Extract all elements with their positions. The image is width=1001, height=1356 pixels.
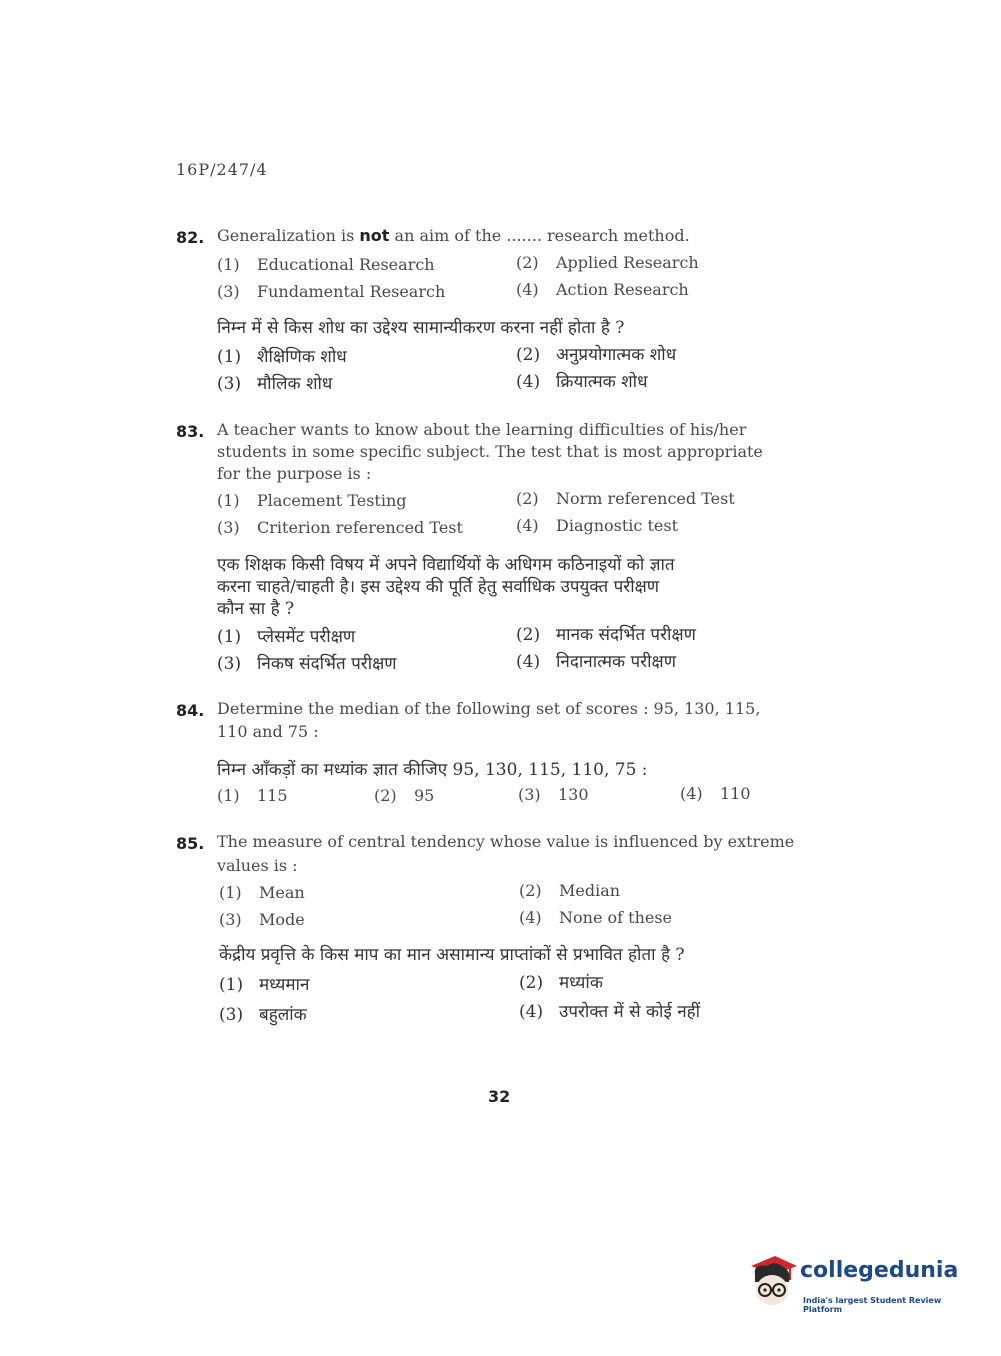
q82-option-4-hi: (4) क्रियात्मक शोध <box>516 372 648 392</box>
q82-option-3-en: (3) Fundamental Research <box>217 282 446 301</box>
q83-text-hi-line-2: करना चाहते/चाहती है। इस उद्देश्य की पूर्ति हेतु सर्वाधिक उपयुक्त परीक्षण <box>217 577 660 597</box>
q82-option-1-en: (1) Educational Research <box>217 255 435 274</box>
q82-option-2-hi: (2) अनुप्रयोगात्मक शोध <box>516 345 677 365</box>
q85-text-hi: केंद्रीय प्रवृत्ति के किस माप का मान असामान्य प्राप्तांकों से प्रभावित होता है ? <box>219 945 685 965</box>
q83-text-hi-line-1: एक शिक्षक किसी विषय में अपने विद्यार्थियों के अधिगम कठिनाइयों को ज्ञात <box>217 555 675 575</box>
q82-text-hi: निम्न में से किस शोध का उद्देश्य सामान्यीकरण करना नहीं होता है ? <box>217 318 625 338</box>
q84-text-en-line-1: Determine the median of the following set of scores : 95, 130, 115, <box>217 699 761 718</box>
q82-text-en <box>217 226 690 245</box>
q85-option-3-hi: (3) बहुलांक <box>219 1005 307 1025</box>
q83-option-4-hi: (4) निदानात्मक परीक्षण <box>516 652 677 672</box>
q83-option-1-hi: (1) प्लेसमेंट परीक्षण <box>217 627 356 647</box>
q83-option-4-en: (4) Diagnostic test <box>516 516 679 535</box>
q85-text-en-line-1: The measure of central tendency whose value is influenced by extreme <box>217 832 795 851</box>
q83-text-en-line-3: for the purpose is : <box>217 464 372 483</box>
q84-option-2: (2) 95 <box>374 786 435 805</box>
q83-option-3-hi: (3) निकष संदर्भित परीक्षण <box>217 654 397 674</box>
q82-option-1-hi: (1) शैक्षिणिक शोध <box>217 347 347 367</box>
q85-option-4-hi: (4) उपरोक्त में से कोई नहीं <box>519 1002 701 1022</box>
page-number: 32 <box>488 1087 511 1106</box>
q85-option-2-en: (2) Median <box>519 881 621 900</box>
q82-text-before: Generalization is <box>217 226 360 245</box>
question-number-85: 85. <box>176 834 205 853</box>
q84-option-4: (4) 110 <box>680 784 751 803</box>
q82-option-3-hi: (3) मौलिक शोध <box>217 374 333 394</box>
collegedunia-logo <box>745 1252 975 1316</box>
q82-text-after: an aim of the ....... research method. <box>389 226 690 245</box>
paper-code: 16P/247/4 <box>176 160 268 179</box>
q84-option-1: (1) 115 <box>217 786 288 805</box>
q85-option-1-en: (1) Mean <box>219 883 305 902</box>
mascot-icon <box>745 1252 799 1314</box>
question-number-84: 84. <box>176 701 205 720</box>
q85-text-en-line-2: values is : <box>217 856 298 875</box>
q84-option-3: (3) 130 <box>518 785 589 804</box>
q83-option-3-en: (3) Criterion referenced Test <box>217 518 463 537</box>
question-number-83: 83. <box>176 422 205 441</box>
q85-option-1-hi: (1) मध्यमान <box>219 975 310 995</box>
logo-tagline: India's largest Student Review Platform <box>803 1296 942 1314</box>
q82-text-bold: not <box>359 226 390 245</box>
q84-text-hi: निम्न आँकड़ों का मध्यांक ज्ञात कीजिए 95, 130, 115, 110, 75 : <box>217 760 648 780</box>
q84-text-en-line-2: 110 and 75 : <box>217 722 319 741</box>
logo-brand: collegedunia <box>800 1258 959 1283</box>
q83-text-hi-line-3: कौन सा है ? <box>217 599 295 619</box>
q83-text-en-line-1: A teacher wants to know about the learning difficulties of his/her <box>217 420 747 439</box>
q82-option-2-en: (2) Applied Research <box>516 253 699 272</box>
q82-option-4-en: (4) Action Research <box>516 280 689 299</box>
q83-option-2-en: (2) Norm referenced Test <box>516 489 735 508</box>
q85-option-4-en: (4) None of these <box>519 908 673 927</box>
q85-option-2-hi: (2) मध्यांक <box>519 973 603 993</box>
q83-text-en-line-2: students in some specific subject. The test that is most appropriate <box>217 442 763 461</box>
q83-option-1-en: (1) Placement Testing <box>217 491 407 510</box>
q83-option-2-hi: (2) मानक संदर्भित परीक्षण <box>516 625 696 645</box>
question-number-82: 82. <box>176 228 205 247</box>
q85-option-3-en: (3) Mode <box>219 910 305 929</box>
